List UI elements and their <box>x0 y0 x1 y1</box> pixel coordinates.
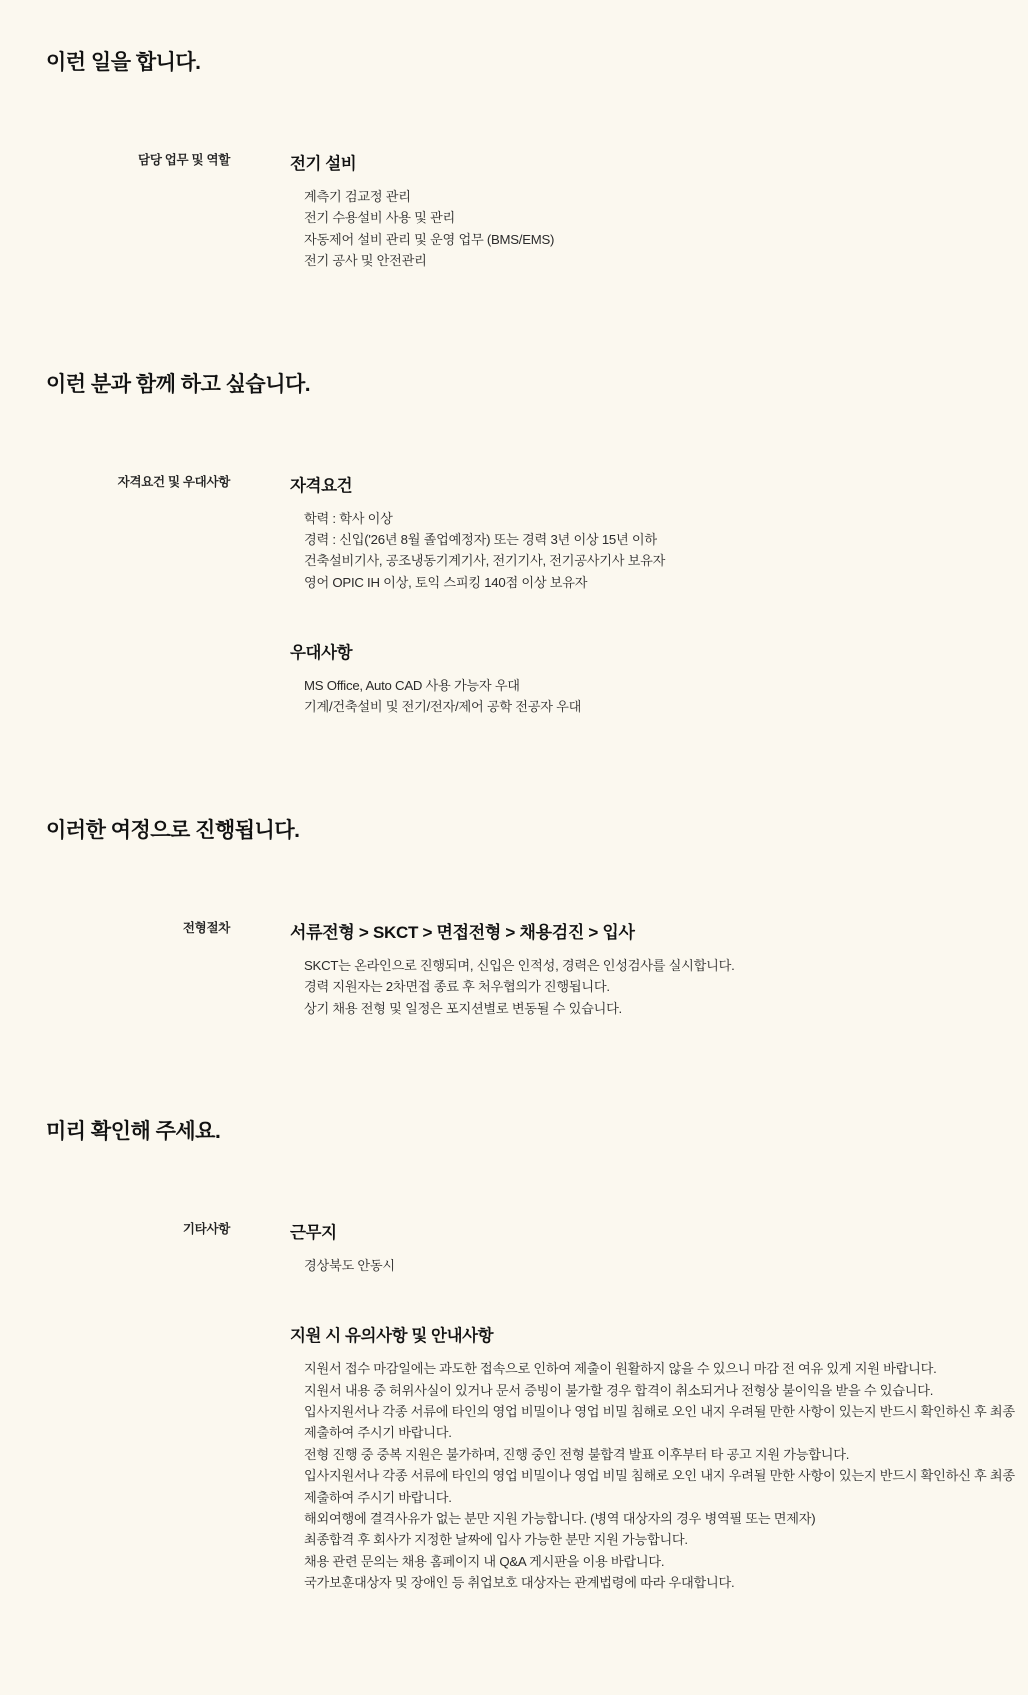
section-label: 전형절차 <box>182 920 230 935</box>
block-heading: 우대사항 <box>290 644 353 662</box>
section-body <box>0 150 1028 272</box>
list-item: 학력 : 학사 이상 <box>304 510 393 526</box>
content-block <box>290 639 1028 718</box>
spacer <box>0 844 1028 918</box>
bullet-list <box>290 675 1028 718</box>
spacer <box>0 718 1028 814</box>
bullet-list <box>290 1358 1028 1593</box>
spacer <box>290 593 1028 639</box>
spacer <box>0 1019 1028 1115</box>
list-item: 전기 수용설비 사용 및 관리 <box>304 210 456 226</box>
list-item: 지원서 접수 마감일에는 과도한 접속으로 인하여 제출이 원활하지 않을 수 있으니 마감 전 여유 있게 지원 바랍니다. <box>304 1361 937 1377</box>
list-item: 상기 채용 전형 및 일정은 포지션별로 변동될 수 있습니다. <box>304 1000 622 1016</box>
section-label: 담당 업무 및 역할 <box>138 153 230 167</box>
list-item: 지원서 내용 중 허위사실이 있거나 문서 증빙이 불가할 경우 합격이 취소되거나 전형상 불이익을 받을 수 있습니다. <box>304 1382 934 1398</box>
content-block <box>290 1219 1028 1276</box>
list-item: 입사지원서나 각종 서류에 타인의 영업 비밀이나 영업 비밀 침해로 오인 내지 우려될 만한 사항이 있는지 반드시 확인하신 후 최종 제출하여 주시기 바랍니다. <box>304 1468 1015 1505</box>
section-content <box>230 1219 1028 1594</box>
list-item: 건축설비기사, 공조냉동기계기사, 전기기사, 전기공사기사 보유자 <box>304 553 666 569</box>
block-heading: 전기 설비 <box>290 155 357 173</box>
section-body <box>0 472 1028 718</box>
block-heading: 자격요건 <box>290 476 353 495</box>
list-item: 자동제어 설비 관리 및 운영 업무 (BMS/EMS) <box>304 231 555 247</box>
list-item: 계측기 검교정 관리 <box>304 189 411 204</box>
section-title: 미리 확인해 주세요. <box>46 1119 221 1143</box>
list-item: SKCT는 온라인으로 진행되며, 신입은 인적성, 경력은 인성검사를 실시합니다. <box>304 957 735 973</box>
section-label: 자격요건 및 우대사항 <box>117 474 230 489</box>
section-title: 이런 일을 합니다. <box>46 51 201 74</box>
bullet-list <box>290 1255 1028 1276</box>
list-item: 전기 공사 및 안전관리 <box>304 253 427 269</box>
spacer <box>290 1276 1028 1322</box>
content-block <box>290 472 1028 594</box>
list-item: 경력 지원자는 2차면접 종료 후 처우협의가 진행됩니다. <box>304 979 610 995</box>
list-item: 채용 관련 문의는 채용 홈페이지 내 Q&A 게시판을 이용 바랍니다. <box>304 1553 665 1569</box>
bullet-list <box>290 955 1028 1019</box>
list-item: 최종합격 후 회사가 지정한 날짜에 입사 가능한 분만 지원 가능합니다. <box>304 1532 688 1548</box>
spacer <box>0 272 1028 368</box>
section-title: 이러한 여정으로 진행됩니다. <box>46 818 300 842</box>
list-item: 해외여행에 결격사유가 없는 분만 지원 가능합니다. (병역 대상자의 경우 병역필 또는 면제자) <box>304 1510 816 1526</box>
section-duties <box>0 46 1028 272</box>
bullet-list <box>290 186 1028 272</box>
content-block <box>290 918 1028 1019</box>
section-body <box>0 918 1028 1019</box>
section-content <box>230 472 1028 718</box>
spacer <box>0 76 1028 150</box>
section-process <box>0 814 1028 1019</box>
section-content <box>230 918 1028 1019</box>
section-label: 기타사항 <box>182 1221 230 1236</box>
section-title: 이런 분과 함께 하고 싶습니다. <box>46 372 311 396</box>
block-heading: 지원 시 유의사항 및 안내사항 <box>290 1327 494 1346</box>
spacer <box>0 1145 1028 1219</box>
top-spacer <box>0 0 1028 46</box>
block-heading: 서류전형 > SKCT > 면접전형 > 채용검진 > 입사 <box>290 922 635 942</box>
list-item: 국가보훈대상자 및 장애인 등 취업보호 대상자는 관계법령에 따라 우대합니다. <box>304 1575 735 1590</box>
section-content <box>230 150 1028 272</box>
list-item: MS Office, Auto CAD 사용 가능자 우대 <box>304 678 520 693</box>
list-item: 입사지원서나 각종 서류에 타인의 영업 비밀이나 영업 비밀 침해로 오인 내지 우려될 만한 사항이 있는지 반드시 확인하신 후 최종 제출하여 주시기 바랍니다. <box>304 1404 1015 1441</box>
section-body <box>0 1219 1028 1594</box>
section-qualifications <box>0 368 1028 718</box>
content-block <box>290 1322 1028 1593</box>
bullet-list <box>290 508 1028 594</box>
list-item: 전형 진행 중 중복 지원은 불가하며, 진행 중인 전형 불합격 발표 이후부터 타 공고 지원 가능합니다. <box>304 1446 850 1462</box>
list-item: 영어 OPIC IH 이상, 토익 스피킹 140점 이상 보유자 <box>304 574 588 590</box>
block-heading: 근무지 <box>290 1223 337 1242</box>
section-notices <box>0 1115 1028 1594</box>
spacer <box>0 398 1028 472</box>
list-item: 기계/건축설비 및 전기/전자/제어 공학 전공자 우대 <box>304 699 582 715</box>
content-block <box>290 150 1028 272</box>
list-item: 경력 : 신입('26년 8월 졸업예정자) 또는 경력 3년 이상 15년 이하 <box>304 531 657 547</box>
list-item: 경상북도 안동시 <box>304 1257 395 1273</box>
